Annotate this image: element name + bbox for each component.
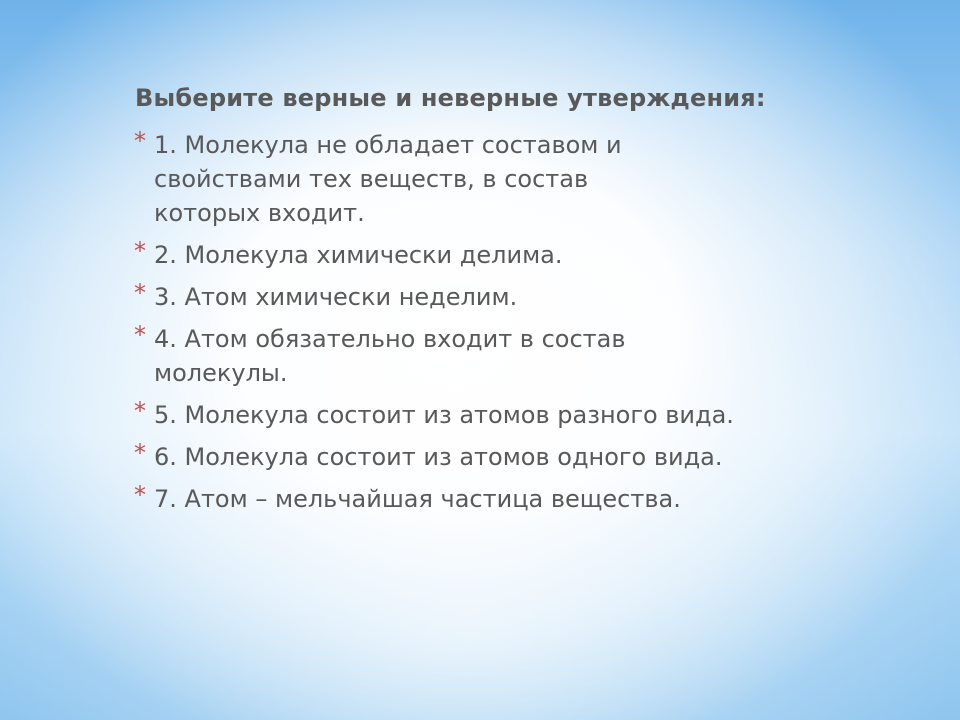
statement-item — [134, 322, 834, 390]
slide-title: Выберите верные и неверные утверждения: — [135, 84, 766, 112]
statement-text: 3. Атом химически неделим. — [154, 283, 518, 311]
asterisk-bullet-icon: * — [134, 397, 146, 425]
asterisk-bullet-icon: * — [134, 481, 146, 509]
statement-item — [134, 280, 834, 314]
statement-text: 5. Молекула состоит из атомов разного вида. — [154, 401, 734, 429]
statement-text: 1. Молекула не обладает составом и свойствами тех веществ, в состав которых входит. — [154, 131, 622, 227]
statement-item — [134, 482, 834, 516]
statement-list — [134, 128, 834, 524]
statement-item — [134, 238, 834, 272]
asterisk-bullet-icon: * — [134, 279, 146, 307]
asterisk-bullet-icon: * — [134, 127, 146, 155]
statement-item — [134, 398, 834, 432]
statement-item — [134, 128, 834, 230]
statement-text: 4. Атом обязательно входит в состав молекулы. — [154, 325, 626, 387]
statement-item — [134, 440, 834, 474]
asterisk-bullet-icon: * — [134, 237, 146, 265]
statement-text: 7. Атом – мельчайшая частица вещества. — [154, 485, 681, 513]
statement-text: 6. Молекула состоит из атомов одного вида. — [154, 443, 723, 471]
statement-text: 2. Молекула химически делима. — [154, 241, 563, 269]
asterisk-bullet-icon: * — [134, 321, 146, 349]
asterisk-bullet-icon: * — [134, 439, 146, 467]
